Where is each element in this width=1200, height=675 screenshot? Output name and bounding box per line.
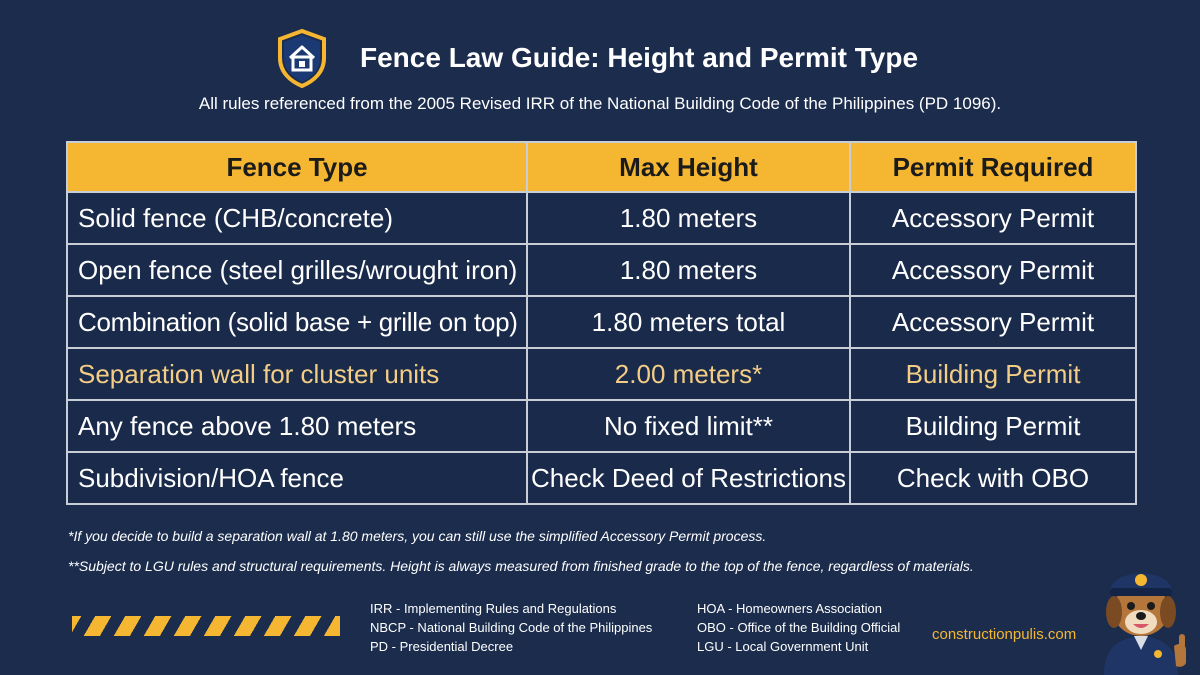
abbreviation-item: LGU - Local Government Unit: [697, 639, 869, 654]
abbreviation-item: IRR - Implementing Rules and Regulations: [370, 601, 617, 616]
page-subtitle: All rules referenced from the 2005 Revised IRR of the National Building Code of the Philippines (PD 1096).: [198, 94, 1002, 113]
table-row: [67, 452, 1136, 504]
website-link[interactable]: constructionpulis.com: [932, 626, 1077, 643]
table-row-highlighted: [67, 348, 1136, 400]
max-height-cell: 2.00 meters*: [527, 348, 850, 400]
house-shield-icon: [276, 28, 328, 88]
column-header-max-height: Max Height: [527, 142, 850, 192]
max-height-cell: 1.80 meters: [527, 244, 850, 296]
permit-cell: Accessory Permit: [850, 192, 1136, 244]
column-header-permit: Permit Required: [850, 142, 1136, 192]
hazard-stripes-divider: [72, 616, 340, 636]
max-height-cell: Check Deed of Restrictions: [527, 452, 850, 504]
permit-cell: Building Permit: [850, 348, 1136, 400]
fence-rules-table: [66, 141, 1137, 505]
footnote-2: **Subject to LGU rules and structural requirements. Height is always measured from finished grade to the top of the fence, regardless of materials.: [68, 558, 974, 574]
fence-type-cell: Open fence (steel grilles/wrought iron): [67, 244, 527, 296]
page-title: Fence Law Guide: Height and Permit Type: [360, 42, 919, 73]
max-height-cell: 1.80 meters: [527, 192, 850, 244]
column-header-fence-type: Fence Type: [67, 142, 527, 192]
fence-type-cell: Any fence above 1.80 meters: [67, 400, 527, 452]
table-row: [67, 400, 1136, 452]
police-dog-mascot-icon: [1086, 550, 1196, 675]
permit-cell: Check with OBO: [850, 452, 1136, 504]
table-row: [67, 296, 1136, 348]
table-row: [67, 192, 1136, 244]
max-height-cell: No fixed limit**: [527, 400, 850, 452]
table-header-row: [67, 142, 1136, 192]
abbreviation-item: HOA - Homeowners Association: [697, 601, 882, 616]
abbreviation-item: OBO - Office of the Building Official: [697, 620, 901, 635]
max-height-cell: 1.80 meters total: [527, 296, 850, 348]
fence-type-cell: Separation wall for cluster units: [67, 348, 527, 400]
table-row: [67, 244, 1136, 296]
fence-type-cell: Solid fence (CHB/concrete): [67, 192, 527, 244]
permit-cell: Accessory Permit: [850, 296, 1136, 348]
abbreviation-item: PD - Presidential Decree: [370, 639, 514, 654]
permit-cell: Accessory Permit: [850, 244, 1136, 296]
abbreviation-item: NBCP - National Building Code of the Philippines: [370, 620, 653, 635]
fence-type-cell: Combination (solid base + grille on top): [67, 296, 527, 348]
footnote-1: *If you decide to build a separation wall at 1.80 meters, you can still use the simplified Accessory Permit process.: [68, 528, 767, 544]
permit-cell: Building Permit: [850, 400, 1136, 452]
fence-type-cell: Subdivision/HOA fence: [67, 452, 527, 504]
